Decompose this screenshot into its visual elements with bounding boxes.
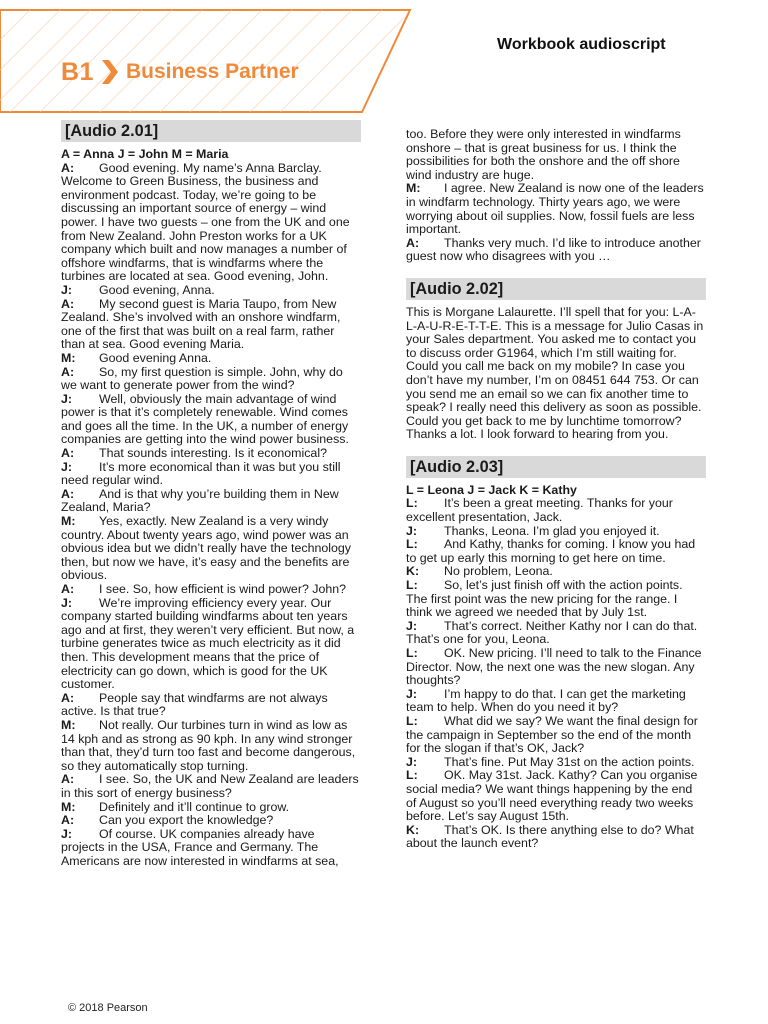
speaker-tag: K: [406,564,420,579]
speaker-tag: A: [61,160,75,175]
speaker-tag: J: [406,618,418,633]
dialogue-line [61,461,361,488]
copyright-footer: © 2018 Pearson [68,1002,148,1014]
speaker-key: A = Anna J = John M = Maria [61,147,229,161]
speaker-tag: L: [406,768,418,783]
line-text: too. Before they were only interested in windfarms onshore – that is great business for us. I think the possibilities for both the onshore and the off shore wind industry are huge. [406,127,681,182]
line-text: I agree. New Zealand is now one of the leaders in windfarm technology. Thirty years ago, we were worrying about oil supplies. Now, fossil fuels are less important. [406,181,704,237]
line-text: I see. So, the UK and New Zealand are leaders in this sort of energy business? [61,772,359,800]
left-column [61,120,361,882]
line-text: It’s been a great meeting. Thanks for your excellent presentation, Jack. [406,496,673,525]
line-text: So, let’s just finish off with the action points. The first point was the new pricing for the range. I think we agreed we needed that by July 1st. [406,578,683,620]
dialogue-line [61,583,361,597]
line-text: Of course. UK companies already have projects in the USA, France and Germany. The Americans are now interested in windfarms at sea, [61,826,339,868]
line-text: It’s more economical than it was but you still need regular wind. [61,459,341,488]
section-title: [Audio 2.03] [406,456,706,478]
line-text: Good evening Anna. [99,350,212,365]
line-text: That sounds interesting. Is it economical? [99,446,327,461]
speaker-tag: M: [61,799,76,814]
speaker-tag: A: [61,486,75,501]
speaker-tag: L: [406,713,418,728]
line-text: People say that windfarms are not always active. Is that true? [61,690,328,719]
line-text: That’s correct. Neither Kathy nor I can do that. That’s one for you, Leona. [406,618,698,647]
speaker-tag: J: [61,826,73,841]
dialogue-line [406,538,706,565]
line-text: Definitely and it’ll continue to grow. [99,799,290,814]
speaker-tag: M: [61,717,76,732]
line-text: OK. May 31st. Jack. Kathy? Can you organise social media? We want things happening by the end of August so you’ll need everything ready two weeks before. Let’s say August 15th. [406,768,698,824]
speaker-tag: L: [406,578,418,593]
dialogue-line [406,237,706,264]
line-text: My second guest is Maria Taupo, from New Zealand. She’s involved with an onshore windfarm, one of the first that was built on a real farm, rather than at sea. Good evening Maria. [61,296,341,352]
line-text: Yes, exactly. New Zealand is a very windy country. About twenty years ago, wind power was an obvious idea but we didn’t really have the technology then, but now we have, it’s easy and the benefits are obvious. [61,514,351,583]
line-text: I see. So, how efficient is wind power? John? [99,582,347,596]
dialogue-line [61,515,361,583]
line-text: What did we say? We want the final design for the campaign in September so the end of the month for the slogan if that’s OK, Jack? [406,713,698,756]
speaker-key: L = Leona J = Jack K = Kathy [406,482,577,497]
line-text: OK. New pricing. I’ll need to talk to the Finance Director. Now, the next one was the new slogan. Any thoughts? [406,646,702,688]
dialogue-line [61,719,361,773]
dialogue-line [406,688,706,715]
speaker-tag: J: [406,754,418,769]
dialogue-line [406,565,706,579]
dialogue-line [61,692,361,719]
dialogue-line [61,814,361,828]
section-title: [Audio 2.02] [406,278,706,300]
audio-section-2-03 [406,456,706,851]
dialogue-line [61,447,361,461]
speaker-tag: K: [406,822,420,837]
speaker-tag: L: [406,646,418,660]
speaker-tag: A: [61,296,75,311]
dialogue-line [406,769,706,823]
document-label: Workbook audioscript [497,36,666,53]
dialogue-lines [61,162,361,869]
line-text: Thanks very much. I’d like to introduce another guest now who disagrees with you … [406,235,701,264]
speaker-tag: A: [61,364,75,379]
dialogue-line [406,620,706,647]
level-label: B1 [61,57,94,86]
speaker-tag: A: [61,690,75,705]
dialogue-line [61,597,361,692]
line-text: That’s fine. Put May 31st on the action points. [444,754,695,769]
right-column [406,128,706,865]
dialogue-line [61,828,361,869]
chevron-right-icon [102,60,118,84]
line-text: Thanks, Leona. I’m glad you enjoyed it. [444,523,660,538]
speaker-tag: J: [61,282,73,297]
audio-section-2-01 [61,120,361,868]
dialogue-lines [406,497,706,850]
speaker-tag: L: [406,537,418,552]
speaker-tag: J: [61,459,73,474]
dialogue-line [406,647,706,688]
line-text: And Kathy, thanks for coming. I know you had to get up early this morning to get here on time. [406,537,696,565]
dialogue-line [61,801,361,815]
dialogue-line [61,393,361,447]
speaker-tag: L: [406,496,418,511]
speaker-tag: A: [61,772,75,787]
line-text: Not really. Our turbines turn in wind as low as 14 kph and as strong as 90 kph. In any wind stronger than that, they’d turn too fast and become dangerous, so they automatically stop turning. [61,717,356,773]
line-text: We’re improving efficiency every year. Our company started building windfarms about ten years ago and at first, they weren’t very efficient. But now, a turbine generates twice as much electricity as it did then. This development means that the price of electricity can go down, which is good for the UK customer. [61,595,355,692]
dialogue-line [61,366,361,393]
dialogue-line [406,497,706,524]
message-text: This is Morgane Lalaurette. I’ll spell that for you: L-A-L-A-U-R-E-T-T-E. This is a message for Julio Casas in your Sales department. You asked me to contact you to discuss order G1964, which I’m still waiting for. Could you call me back on my mobile? In case you don’t have my number, I’m on 08451 644 753. Or can you send me an email so we can fix another time to speak? I really need this delivery as soon as possible. Could you get back to me by lunchtime tomorrow? Thanks a lot. I look forward to hearing from you. [406,304,704,442]
dialogue-line [406,715,706,756]
line-text: Good evening. My name’s Anna Barclay. Welcome to Green Business, the business and environment podcast. Today, we’re going to be discussing an important source of energy – wind power. I have two guests – one from the UK and one from New Zealand. John Preston works for a UK company which built and now manages a number of offshore windfarms, that is windfarms where the turbines are located at sea. Good evening, John. [61,160,350,284]
dialogue-line [406,756,706,770]
line-text: Well, obviously the main advantage of wind power is that it’s completely renewable. Wind comes and goes all the time. In the UK, a number of energy companies are getting into the wind power business. [61,391,349,447]
line-text: And is that why you’re building them in New Zealand, Maria? [61,486,339,515]
dialogue-line [61,284,361,298]
line-text: So, my first question is simple. John, why do we want to generate power from the wind? [61,364,343,393]
dialogue-line [61,352,361,366]
dialogue-line [61,488,361,515]
dialogue-line [406,525,706,539]
speaker-tag: J: [61,595,73,610]
dialogue-line [406,182,706,236]
line-text: No problem, Leona. [444,564,553,579]
dialogue-line [406,579,706,620]
line-text: Good evening, Anna. [99,282,215,297]
speaker-tag: J: [61,391,73,406]
speaker-tag: A: [61,446,75,461]
speaker-tag: A: [61,582,75,596]
section-title: [Audio 2.01] [61,120,361,142]
dialogue-line [406,128,706,182]
speaker-tag: A: [406,235,420,250]
brand-name: Business Partner [125,60,299,83]
audio-section-2-02 [406,278,706,442]
speaker-tag: A: [61,813,75,828]
dialogue-line [61,162,361,284]
speaker-tag: M: [406,181,421,196]
line-text: That’s OK. Is there anything else to do? What about the launch event? [406,822,694,851]
dialogue-lines [406,128,706,264]
brand-logo [61,55,299,89]
speaker-tag: J: [406,686,418,701]
line-text: I’m happy to do that. I can get the marketing team to help. When do you need it by? [406,686,686,715]
speaker-tag: M: [61,350,76,365]
speaker-tag: J: [406,523,418,538]
dialogue-line [406,824,706,851]
speaker-tag: M: [61,514,76,529]
dialogue-line [61,773,361,800]
dialogue-line [61,298,361,352]
audio-2-01-continuation [406,128,706,264]
line-text: Can you export the knowledge? [99,813,274,828]
